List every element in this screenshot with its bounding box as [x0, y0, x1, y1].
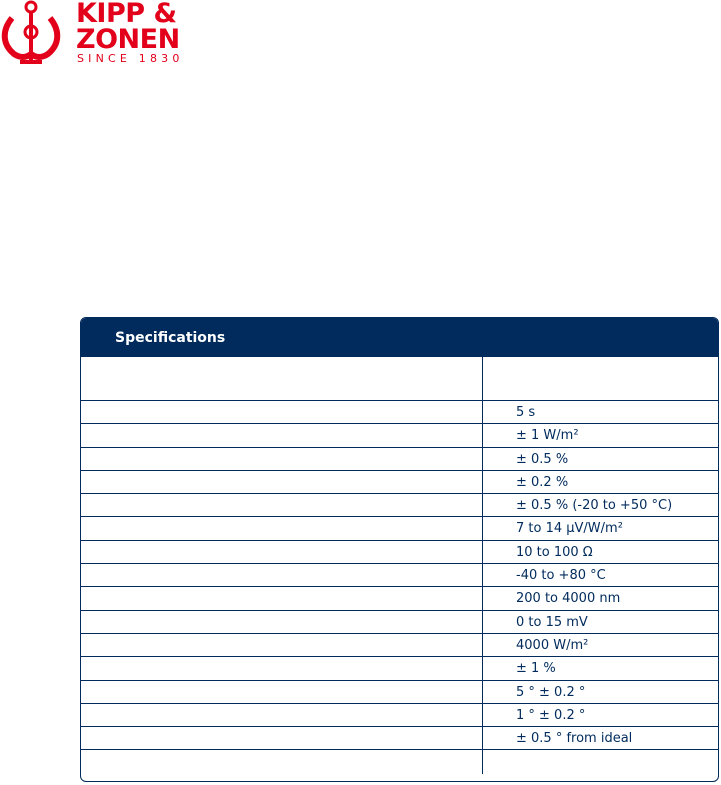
- table-row: [81, 517, 718, 540]
- column-divider: [482, 401, 483, 423]
- specifications-title: Specifications: [81, 318, 718, 357]
- spec-value: ± 0.5 %: [516, 451, 569, 467]
- column-divider: [482, 448, 483, 470]
- table-row: [81, 657, 718, 680]
- spec-value: ± 1 W/m²: [516, 428, 579, 444]
- spec-value: ± 1 %: [516, 661, 556, 677]
- kipp-zonen-logo: [0, 0, 220, 72]
- column-divider: [482, 587, 483, 609]
- column-divider: [482, 541, 483, 563]
- table-row: [81, 750, 718, 773]
- spec-value: 5 s: [516, 405, 536, 420]
- table-row: [81, 424, 718, 447]
- table-row: [81, 587, 718, 610]
- table-row: [81, 448, 718, 471]
- column-divider: [482, 564, 483, 586]
- table-row: [81, 401, 718, 424]
- kipp-zonen-emblem-icon: [0, 0, 62, 66]
- table-row: [81, 634, 718, 657]
- column-divider: [482, 494, 483, 516]
- spec-value: 10 to 100 Ω: [516, 544, 593, 560]
- column-divider: [482, 681, 483, 703]
- spec-value: ± 0.5 ° from ideal: [516, 731, 633, 747]
- table-row: [81, 704, 718, 727]
- spec-value: 0 to 15 mV: [516, 614, 588, 630]
- column-divider: [482, 517, 483, 539]
- spec-value: 1 ° ± 0.2 °: [516, 707, 586, 723]
- table-row: [81, 564, 718, 587]
- spec-value: 7 to 14 µV/W/m²: [516, 521, 623, 537]
- table-row: [81, 681, 718, 704]
- spec-value: 200 to 4000 nm: [516, 591, 621, 607]
- column-divider: [482, 611, 483, 633]
- spec-value: ± 0.2 %: [516, 474, 569, 490]
- table-row: [81, 727, 718, 750]
- spec-value: ± 0.5 % (-20 to +50 °C): [516, 498, 673, 514]
- table-row: [81, 541, 718, 564]
- column-divider: [482, 657, 483, 679]
- table-row: [81, 471, 718, 494]
- table-column-header-row: [81, 357, 718, 401]
- column-divider: [482, 750, 483, 773]
- table-row: [81, 494, 718, 517]
- spec-value: -40 to +80 °C: [516, 568, 606, 584]
- specifications-table: [80, 317, 719, 782]
- column-divider: [482, 727, 483, 749]
- spec-value: 5 ° ± 0.2 °: [516, 684, 586, 700]
- column-divider: [482, 704, 483, 726]
- spec-value: 4000 W/m²: [516, 637, 589, 653]
- column-divider: [482, 634, 483, 656]
- column-divider: [482, 357, 483, 400]
- column-divider: [482, 471, 483, 493]
- table-row: [81, 611, 718, 634]
- logo-wordmark-line2: ZONEN: [76, 24, 180, 55]
- logo-since-text: SINCE 1830: [77, 52, 184, 65]
- column-divider: [482, 424, 483, 446]
- logo-wordmark-line1: KIPP &: [76, 0, 177, 29]
